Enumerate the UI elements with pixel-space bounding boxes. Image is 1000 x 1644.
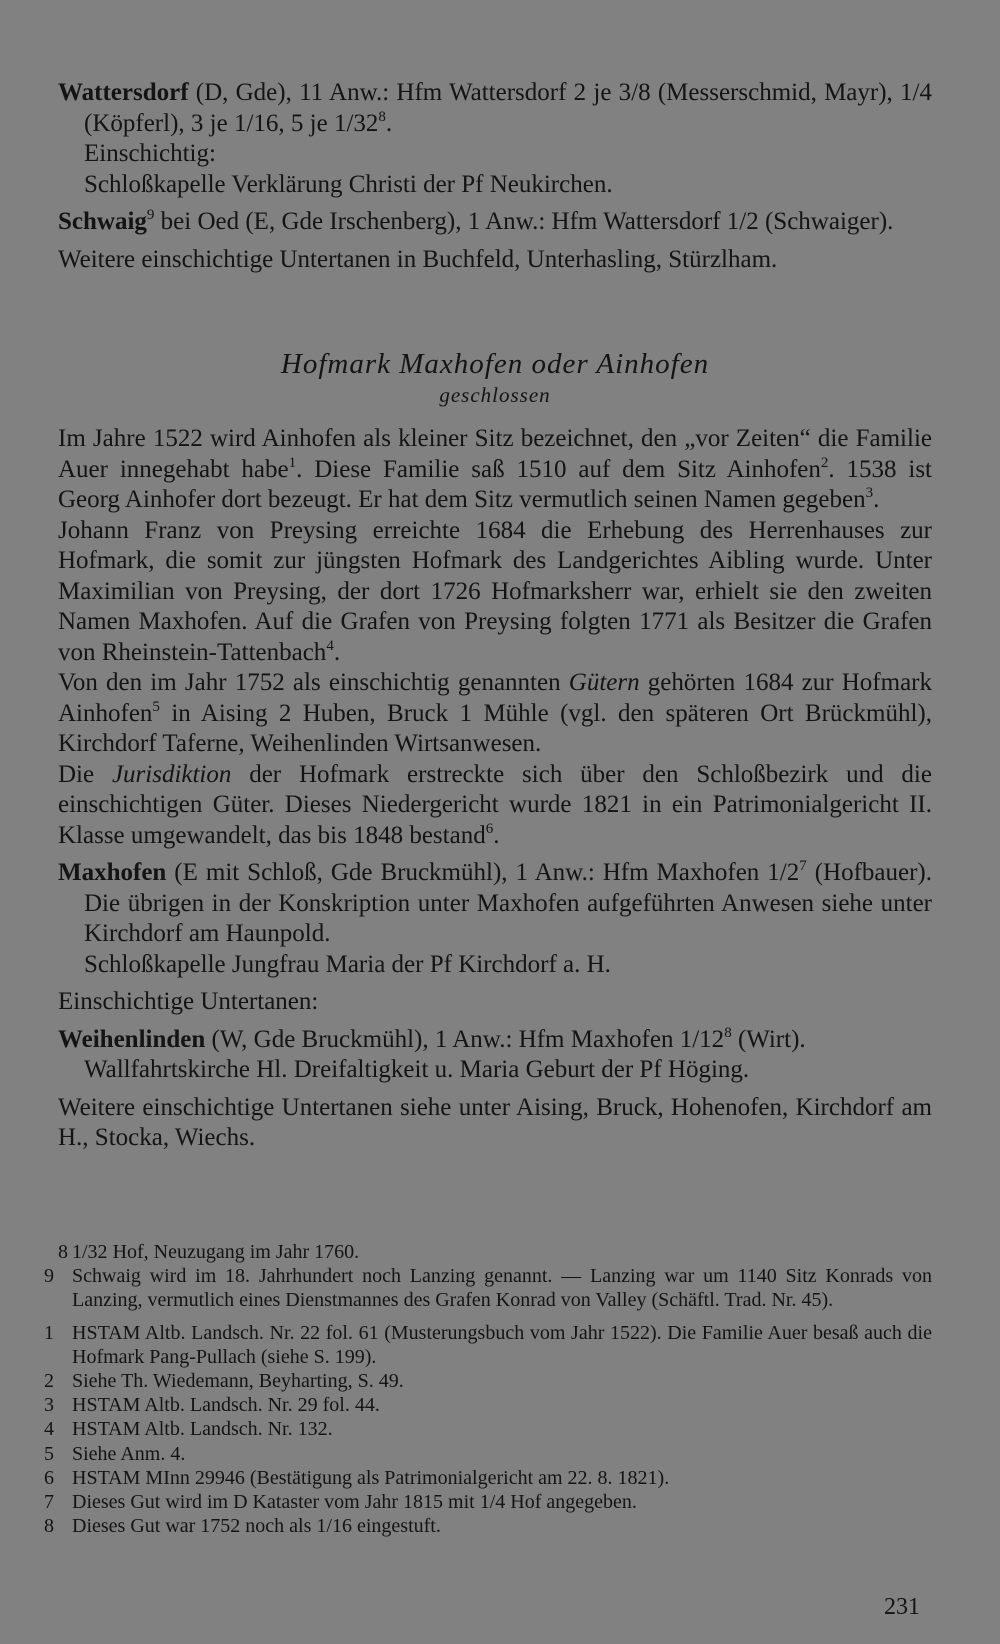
einschichtig-label: Einschichtig: xyxy=(84,140,216,167)
footnote-ref: 7 xyxy=(799,858,807,874)
section-title: Hofmark Maxhofen oder Ainhofen xyxy=(280,348,710,380)
emphasis: Jurisdiktion xyxy=(111,760,232,788)
footnote-ref: 5 xyxy=(152,698,160,715)
footnote-ref: 2 xyxy=(820,454,829,471)
fraction: 1/32 xyxy=(333,109,379,137)
footnote-8: 8 Dieses Gut war 1752 noch als 1/16 eingestuft. xyxy=(44,1515,441,1538)
page-number: 231 xyxy=(884,1594,920,1620)
footnote-2: 2 Siehe Th. Wiedemann, Beyharting, S. 49. xyxy=(44,1370,404,1393)
footnote-4: 4 HSTAM Altb. Landsch. Nr. 132. xyxy=(44,1418,333,1441)
previous-section-tail xyxy=(58,78,932,275)
place-name: Weihenlinden xyxy=(58,1025,206,1053)
fraction: 3/8 xyxy=(618,79,651,106)
entry-weihenlinden: Weihenlinden (W, Gde Bruckmühl), 1 Anw.: Hfm Maxhofen $1/12^8$ (Wirt). xyxy=(58,1024,806,1053)
footnote-ref: 3 xyxy=(865,485,874,501)
footnote-3: 3 HSTAM Altb. Landsch. Nr. 29 fol. 44. xyxy=(44,1394,380,1417)
footnotes xyxy=(44,1240,932,1538)
weitere-untertanen-body: Weitere einschichtige Untertanen siehe unter Aising, Bruck, Hohenofen, Kirchdorf am H., Stocka, Wiechs. xyxy=(58,1093,932,1151)
footnote-ref: 8 xyxy=(724,1024,732,1041)
footnote-1: 1 HSTAM Altb. Landsch. Nr. 22 fol. 61 (Musterungsbuch vom Jahr 1522). Die Familie Auer besaß auch die Hofmark Pang-Pullach (siehe S. 199). xyxy=(44,1321,932,1368)
footnote-ref: 4 xyxy=(326,637,334,654)
fraction: 1/2 xyxy=(726,208,759,235)
weitere-untertanen-top: Weitere einschichtige Untertanen in Buchfeld, Unterhasling, Stürzlham. xyxy=(58,245,778,273)
fraction: 1/2 xyxy=(767,859,800,886)
einschichtige-label: Einschichtige Untertanen: xyxy=(58,988,319,1015)
section-subtitle: geschlossen xyxy=(439,383,551,407)
fraction: 1/4 xyxy=(479,1491,506,1514)
place-name: Schwaig xyxy=(58,208,147,235)
footnote-7: 7 Dieses Gut wird im D Kataster vom Jahr 1815 mit 1/4 Hof angegeben. xyxy=(44,1491,637,1514)
footnote-ref: 8 xyxy=(378,108,386,125)
footnote-6: 6 HSTAM MInn 29946 (Bestätigung als Patrimonialgericht am 22. 8. 1821). xyxy=(44,1466,670,1489)
entry-maxhofen: Maxhofen (E mit Schloß, Gde Bruckmühl), 1 Anw.: Hfm Maxhofen $1/2^7$ (Hofbauer). Die übrigen in der Konskription unter Maxhofen aufgeführten Anwesen siehe unter Kirchdorf am Haunpold. xyxy=(58,858,932,947)
footnote-ref: 6 xyxy=(485,820,494,837)
fraction: 1/16 xyxy=(316,1515,352,1538)
paragraph-1: Im Jahre 1522 wird Ainhofen als kleiner Sitz bezeichnet, den „vor Zeiten“ die Familie Auer innegehabt habe$^1$. Diese Familie saß 1510 auf dem Sitz Ainhofen$^2$. 1538 ist Georg Ainhofer dort bezeugt. Er hat dem Sitz vermutlich seinen Namen gegeben$^3$. xyxy=(58,425,932,513)
entry-wattersdorf: Wattersdorf (D, Gde), 11 Anw.: Hfm Wattersdorf 2 je 3/8 (Messerschmid, Mayr), 1/4 (Köpferl), 3 je 1/16, 5 je $1/32^8$. xyxy=(58,79,932,137)
footnote-ref: 9 xyxy=(146,207,155,223)
fraction: 1/12 xyxy=(679,1025,725,1053)
emphasis: Gütern xyxy=(568,669,640,696)
footnote-5: 5 Siehe Anm. 4. xyxy=(44,1442,186,1465)
schlosskapelle-line: Schloßkapelle Verklärung Christi der Pf Neukirchen. xyxy=(84,170,613,198)
place-name: Maxhofen xyxy=(58,859,167,886)
section-body xyxy=(58,424,932,1154)
fraction: 1/16 xyxy=(233,109,279,137)
fraction: 1/32 xyxy=(72,1241,108,1263)
place-name: Wattersdorf xyxy=(58,79,189,106)
footnote-prev-8: 8 1/32 Hof, Neuzugang im Jahr 1760. xyxy=(58,1241,360,1263)
footnote-prev-9: 9 Schwaig wird im 18. Jahrhundert noch Lanzing genannt. — Lanzing war um 1140 Sitz Konrads von Lanzing, vermutlich eines Dienstmannes des Grafen Konrad von Valley (Schäftl. Trad. Nr. 45). xyxy=(44,1265,932,1312)
paragraph-2: Johann Franz von Preysing erreichte 1684 die Erhebung des Herrenhauses zur Hofmark, die somit zur jüngsten Hofmark des Landgerichtes Aibling wurde. Unter Maximilian von Preysing, der dort 1726 Hofmarksherr war, erhielt sie den zweiten Namen Maxhofen. Auf die Grafen von Preysing folgten 1771 als Besitzer die Grafen von Rheinstein-Tattenbach$^4$. xyxy=(58,516,932,666)
entry-schwaig: Schwaig$^9$ bei Oed (E, Gde Irschenberg), 1 Anw.: Hfm Wattersdorf 1/2 (Schwaiger). xyxy=(58,207,894,235)
fraction: 1/4 xyxy=(900,79,932,106)
footnote-ref: 1 xyxy=(288,454,297,471)
paragraph-3: Von den im Jahr 1752 als einschichtig genannten Gütern gehörten 1684 zur Hofmark Ainhofen$^5$ in Aising 2 Huben, Bruck 1 Mühle (vgl. den späteren Ort Brückmühl), Kirchdorf Taferne, Weihenlinden Wirtsanwesen. xyxy=(58,669,932,757)
section-heading xyxy=(58,346,932,416)
paragraph-4: Die Jurisdiktion der Hofmark erstreckte sich über den Schloßbezirk und die einschichtigen Güter. Dieses Niedergericht wurde 1821 in ein Patrimonialgericht II. Klasse umgewandelt, das bis 1848 bestand$^6$. xyxy=(58,760,932,849)
weihenlinden-kirche: Wallfahrtskirche Hl. Dreifaltigkeit u. Maria Geburt der Pf Höging. xyxy=(84,1056,750,1083)
maxhofen-kapelle: Schloßkapelle Jungfrau Maria der Pf Kirchdorf a. H. xyxy=(84,950,611,978)
